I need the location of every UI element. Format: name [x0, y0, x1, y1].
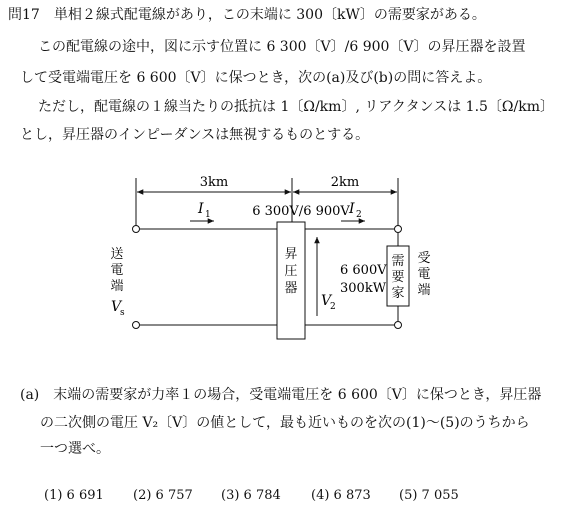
receive-label-char-2: 電: [417, 267, 431, 282]
booster-char-2: 圧: [284, 264, 298, 279]
choice-1: (1) 6 691: [44, 488, 104, 503]
choice-5: (5) 7 055: [399, 488, 459, 503]
choice-3: (3) 6 784: [221, 488, 281, 503]
consumer-char-3: 家: [391, 286, 405, 301]
current-i1-label: I: [198, 201, 204, 217]
receive-terminal-top: [395, 226, 402, 233]
load-power-label: 300kW: [340, 281, 387, 296]
receive-terminal-bottom: [395, 322, 402, 329]
send-terminal-top: [133, 226, 140, 233]
current-i1-subscript: 1: [205, 210, 211, 220]
problem-line-1: 問17 単相２線式配電線があり，この末端に 300〔kW〕の需要家がある。: [8, 7, 486, 23]
send-label-char-1: 送: [110, 247, 124, 262]
choice-2: (2) 6 757: [133, 488, 193, 503]
send-label-char-2: 電: [110, 263, 124, 278]
vs-label: V: [111, 299, 122, 315]
transformer-ratio-label: 6 300V/6 900V: [252, 204, 350, 219]
v2-subscript: 2: [330, 302, 336, 312]
current-i2-subscript: 2: [356, 210, 362, 220]
distance-2km-label: 2km: [330, 175, 360, 190]
problem-line-3: して受電端電圧を 6 600〔V〕に保つとき，次の(a)及び(b)の問に答えよ。: [20, 70, 492, 86]
current-i2-label: I: [349, 201, 355, 217]
choice-4: (4) 6 873: [311, 488, 371, 503]
booster-char-1: 昇: [284, 247, 298, 262]
question-a-line-2: の二次側の電圧 V₂〔V〕の値として，最も近いものを次の(1)～(5)のうちから: [40, 415, 530, 431]
consumer-char-2: 要: [391, 270, 405, 285]
question-a-line-1: (a) 末端の需要家が力率１の場合，受電端電圧を 6 600〔V〕に保つとき，昇圧器: [20, 387, 542, 403]
v2-label: V: [321, 293, 332, 309]
booster-char-3: 器: [284, 281, 298, 296]
problem-line-4: ただし，配電線の１線当たりの抵抗は 1〔Ω/km〕, リアクタンスは 1.5〔Ω/km〕: [38, 99, 555, 115]
send-label-char-3: 端: [110, 279, 124, 294]
receive-label-char-3: 端: [417, 283, 431, 298]
send-terminal-bottom: [133, 322, 140, 329]
receive-label-char-1: 受: [417, 251, 431, 266]
problem-line-2: この配電線の途中，図に示す位置に 6 300〔V〕/6 900〔V〕の昇圧器を設置: [38, 39, 526, 55]
consumer-char-1: 需: [391, 254, 405, 269]
load-voltage-label: 6 600V: [340, 263, 387, 278]
distance-3km-label: 3km: [199, 175, 229, 190]
question-a-line-3: 一つ選べ。: [40, 441, 110, 457]
vs-subscript: s: [120, 308, 125, 318]
problem-line-5: とし，昇圧器のインピーダンスは無視するものとする。: [20, 127, 370, 143]
